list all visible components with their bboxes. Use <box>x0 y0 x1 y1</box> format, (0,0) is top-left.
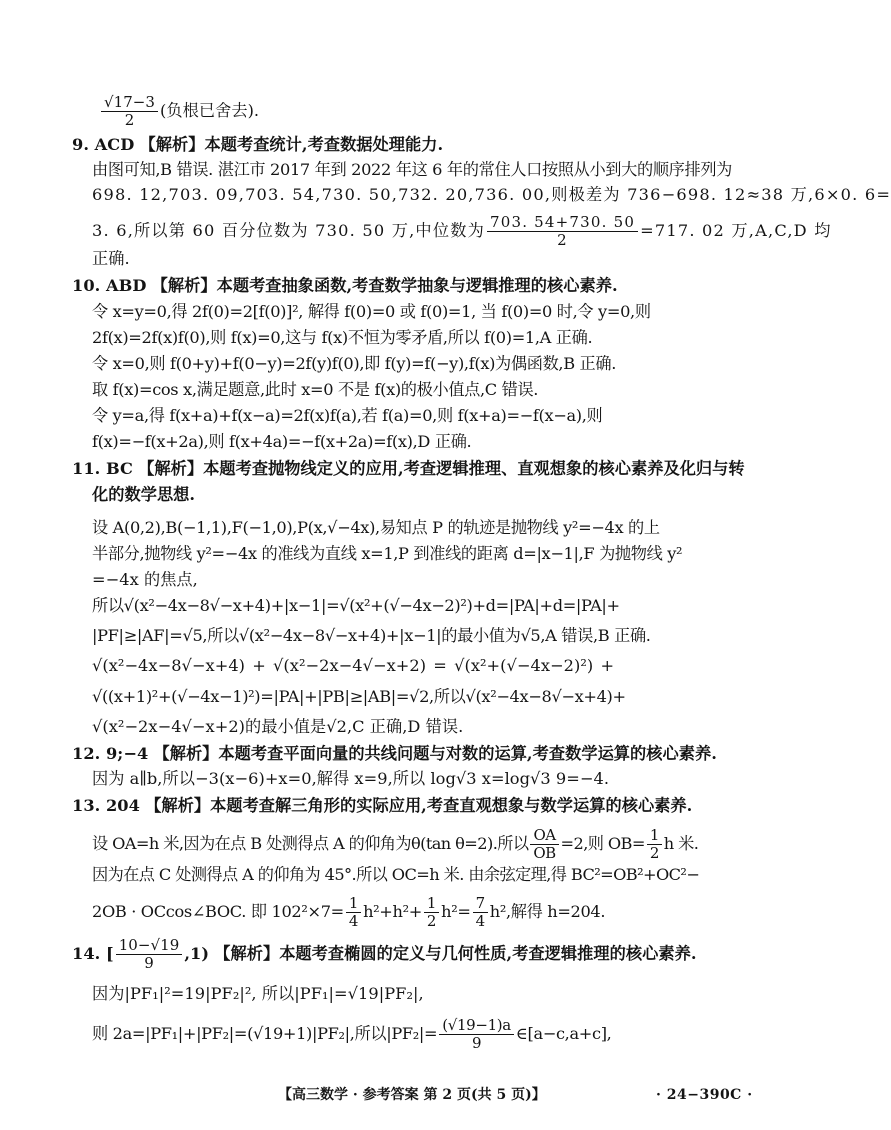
footer-code: · 24−390C · <box>656 1087 753 1103</box>
text-line-4: 698. 12,703. 09,703. 54,730. 50,732. 20,736. 00,则极差为 736−698. 12≈38 万,6×0. 6= <box>92 185 891 204</box>
text-line-23: √(x²−2x−4√−x+2)的最小值是√2,C 正确,D 错误. <box>92 717 464 736</box>
text-line-31: 因为|PF₁|²=19|PF₂|², 所以|PF₁|=√19|PF₂|, <box>92 984 424 1003</box>
footer-title: 【高三数学 · 参考答案 第 2 页(共 5 页)】 <box>278 1087 546 1103</box>
text-line-17: 半部分,抛物线 y²=−4x 的准线为直线 x=1,P 到准线的距离 d=|x−1|,F 为抛物线 y² <box>92 544 683 563</box>
text-line-1: $\frac{√17-3}{2}$ (负根已舍去). <box>99 94 259 129</box>
text-line-15: 化的数学思想. <box>92 485 196 504</box>
text-line-12: 令 y=a,得 f(x+a)+f(x−a)=2f(x)f(a),若 f(a)=0,则 f(x+a)=−f(x−a),则 <box>92 406 603 425</box>
text-line-9: 2f(x)=2f(x)f(0),则 f(x)=0,这与 f(x)不恒为零矛盾,所以 f(0)=1,A 正确. <box>92 328 593 347</box>
question-10-header: 10. ABD 【解析】本题考查抽象函数,考查数学抽象与逻辑推理的核心素养. <box>72 276 618 295</box>
fraction-half-2: $\frac{1}{2}$ <box>424 895 439 930</box>
text-line-6: 正确. <box>92 249 130 268</box>
question-14-header: 14. [ $\frac{10-√19}{9}$ ,1) 【解析】本题考查椭圆的定义与几何性质,考查逻辑推理的核心素养. <box>72 936 697 972</box>
text-line-29: 2OB · OCcos∠BOC. 即 102²×7= $\frac{1}{4}$ h²+h²+ $\frac{1}{2}$ h²= $\frac{7}{4}$ h²,解得 h=204. <box>92 894 606 930</box>
question-11-header: 11. BC 【解析】本题考查抛物线定义的应用,考查逻辑推理、直观想象的核心素养及化归与转 <box>72 459 745 478</box>
text-line-21: √(x²−4x−8√−x+4) + √(x²−2x−4√−x+2) = √(x²+(√−4x−2)²) + <box>92 656 615 675</box>
text-line-8: 令 x=y=0,得 2f(0)=2[f(0)]², 解得 f(0)=0 或 f(0)=1, 当 f(0)=0 时,令 y=0,则 <box>92 302 651 321</box>
text-line-19: 所以√(x²−4x−8√−x+4)+|x−1|=√(x²+(√−4x−2)²)+d=|PA|+d=|PA|+ <box>92 596 620 615</box>
text-line-32: 则 2a=|PF₁|+|PF₂|=(√19+1)|PF₂|,所以|PF₂|= $\frac{(√19-1)a}{9}$ ∈[a−c,a+c], <box>92 1016 612 1052</box>
text-line-5: 3. 6,所以第 60 百分位数为 730. 50 万,中位数为 $\frac{703. 54+730. 50}{2}$ =717. 02 万,A,C,D 均 <box>92 213 832 249</box>
text-line-13: f(x)=−f(x+2a),则 f(x+4a)=−f(x+2a)=f(x),D 正确. <box>92 432 472 451</box>
question-9-header: 9. ACD 【解析】本题考查统计,考查数据处理能力. <box>72 135 444 154</box>
text-line-20: |PF|≥|AF|=√5,所以√(x²−4x−8√−x+4)+|x−1|的最小值为√5,A 错误,B 正确. <box>92 626 651 645</box>
page-footer <box>0 1085 800 1105</box>
text-line-22: √((x+1)²+(√−4x−1)²)=|PA|+|PB|≥|AB|=√2,所以√(x²−4x−8√−x+4)+ <box>92 687 626 706</box>
fraction-quarter: $\frac{1}{4}$ <box>346 895 361 930</box>
fraction-q14: $\frac{10-√19}{9}$ <box>116 937 183 972</box>
fraction-sqrt17: $\frac{√17-3}{2}$ <box>101 94 158 129</box>
fraction-pf2: $\frac{(√19-1)a}{9}$ <box>439 1017 514 1052</box>
text-line-28: 因为在点 C 处测得点 A 的仰角为 45°.所以 OC=h 米. 由余弦定理,得 BC²=OB²+OC²− <box>92 865 700 884</box>
text-line-27: 设 OA=h 米,因为在点 B 处测得点 A 的仰角为θ(tan θ=2).所以 $\frac{OA}{OB}$ =2,则 OB= $\frac{1}{2}$ h 米. <box>92 826 699 862</box>
question-12-header: 12. 9;−4 【解析】本题考查平面向量的共线问题与对数的运算,考查数学运算的核心素养. <box>72 744 717 763</box>
text-line-25: 因为 a∥b,所以−3(x−6)+x=0,解得 x=9,所以 log√3 x=log√3 9=−4. <box>92 769 610 788</box>
fraction-seven-quarters: $\frac{7}{4}$ <box>473 895 488 930</box>
question-13-header: 13. 204 【解析】本题考查解三角形的实际应用,考查直观想象与数学运算的核心素养. <box>72 796 693 815</box>
fraction-oa-ob: $\frac{OA}{OB}$ <box>530 827 558 862</box>
fraction-median: $\frac{703. 54+730. 50}{2}$ <box>487 214 638 249</box>
text-line-16: 设 A(0,2),B(−1,1),F(−1,0),P(x,√−4x),易知点 P 的轨迹是抛物线 y²=−4x 的上 <box>92 518 660 537</box>
text-line-11: 取 f(x)=cos x,满足题意,此时 x=0 不是 f(x)的极小值点,C 错误. <box>92 380 539 399</box>
fraction-half: $\frac{1}{2}$ <box>647 827 662 862</box>
text-line-3: 由图可知,B 错误. 湛江市 2017 年到 2022 年这 6 年的常住人口按照从小到大的顺序排列为 <box>92 160 733 179</box>
text-line-18: =−4x 的焦点, <box>92 570 198 589</box>
text-line-10: 令 x=0,则 f(0+y)+f(0−y)=2f(y)f(0),即 f(y)=f(−y),f(x)为偶函数,B 正确. <box>92 354 617 373</box>
